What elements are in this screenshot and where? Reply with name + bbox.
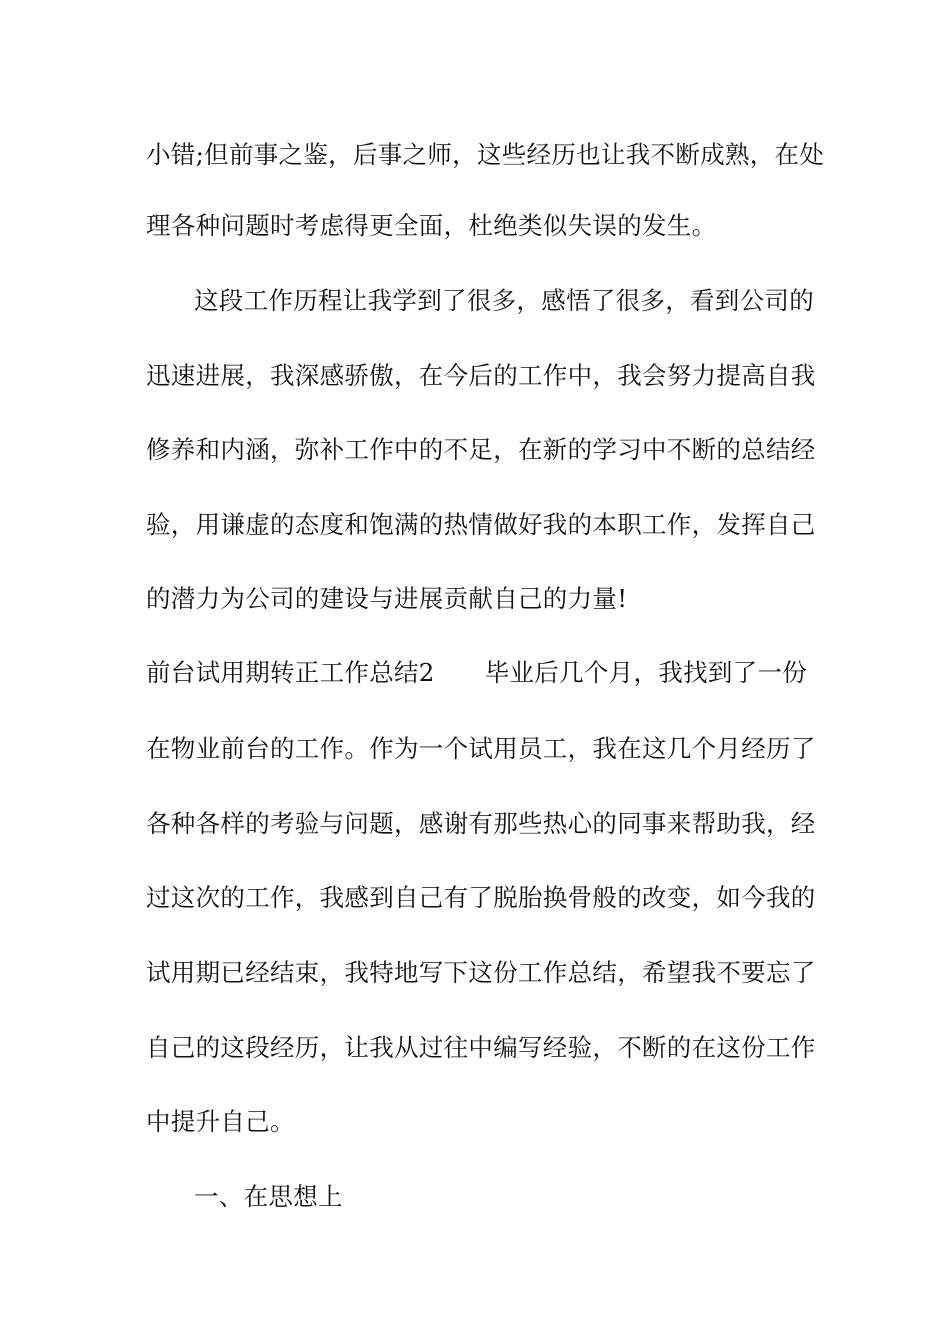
paragraph-line: 这段工作历程让我学到了很多，感悟了很多，看到公司的 [194, 286, 814, 315]
paragraph-line: 过这次的工作，我感到自己有了脱胎换骨般的改变，如今我的 [146, 883, 816, 912]
paragraph-start: 毕业后几个月，我找到了一份 [484, 658, 808, 687]
section-title: 前台试用期转正工作总结2 [146, 658, 435, 687]
paragraph-line: 各种各样的考验与问题，感谢有那些热心的同事来帮助我，经 [146, 809, 816, 838]
paragraph-line: 中提升自己。 [146, 1107, 295, 1136]
paragraph-line: 试用期已经结束，我特地写下这份工作总结，希望我不要忘了 [146, 958, 816, 987]
paragraph-line: 在物业前台的工作。作为一个试用员工，我在这几个月经历了 [146, 734, 816, 763]
paragraph-line: 小错;但前事之鉴，后事之师，这些经历也让我不断成熟，在处 [146, 140, 825, 169]
paragraph-line: 理各种问题时考虑得更全面，杜绝类似失误的发生。 [146, 211, 717, 240]
subheading-line: 一、在思想上 [194, 1182, 343, 1211]
paragraph-line: 自己的这段经历，让我从过往中编写经验，不断的在这份工作 [146, 1033, 816, 1062]
paragraph-line: 的潜力为公司的建设与进展贡献自己的力量! [146, 584, 628, 613]
paragraph-line: 修养和内涵，弥补工作中的不足，在新的学习中不断的总结经 [146, 435, 816, 464]
section-heading-line [146, 658, 807, 688]
paragraph-line: 迅速进展，我深感骄傲，在今后的工作中，我会努力提高自我 [146, 361, 816, 390]
paragraph-line: 验，用谦虚的态度和饱满的热情做好我的本职工作，发挥自己 [146, 510, 816, 539]
